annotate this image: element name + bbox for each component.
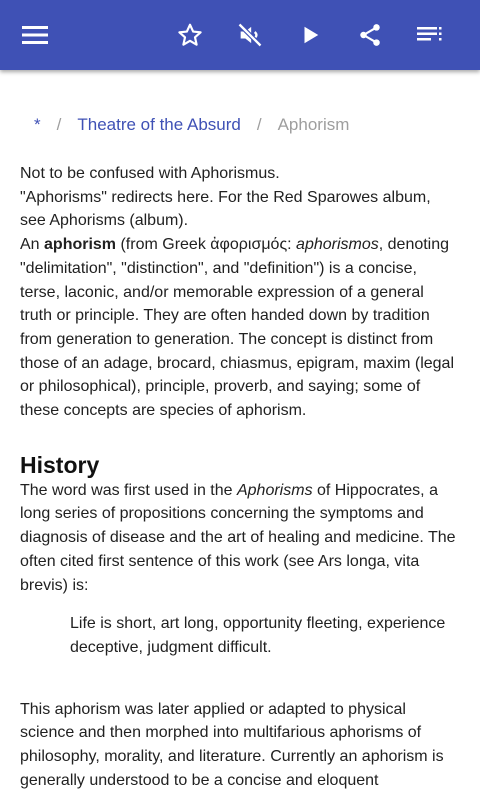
history-p1-italic: Aphorisms [236, 481, 313, 499]
breadcrumb-current: Aphorism [277, 115, 350, 134]
history-paragraph-2: This aphorism was later applied or adapted to physical science and then morphed into multifarious aphorisms of philosophy, morality, and literature. Currently an aphorism is generally understood to be a concise and eloquent [20, 700, 444, 789]
history-paragraph-1 [20, 479, 460, 598]
intro-mid: (from Greek ἀφορισμός: [116, 236, 297, 254]
volume-off-icon[interactable] [230, 15, 270, 55]
breadcrumb-home-link[interactable]: * [34, 115, 41, 134]
history-p1-start: The word was first used in the [20, 481, 237, 499]
article-intro [20, 162, 460, 423]
playlist-icon[interactable] [410, 15, 450, 55]
share-icon[interactable] [350, 15, 390, 55]
intro-term: aphorism [44, 236, 117, 254]
section-heading-history: History [20, 451, 100, 478]
play-icon[interactable] [290, 15, 330, 55]
history-p1-end: of Hippocrates, a long series of propositions concerning the symptoms and diagnosis of disease and the art of healing and medicine. The often cited first sentence of this work (see Ars longa, vita brevis) is: [20, 481, 456, 594]
hatnote-redirect: "Aphorisms" redirects here. For the Red Sparowes album, see Aphorisms (album). [20, 188, 431, 230]
hatnote-disambiguation: Not to be confused with Aphorismus. [20, 165, 280, 182]
intro-italic: aphorismos [296, 236, 379, 254]
app-toolbar [0, 0, 480, 70]
blockquote: Life is short, art long, opportunity fleeting, experience deceptive, judgment difficult. [70, 615, 446, 656]
intro-prefix: An [20, 236, 45, 254]
breadcrumb-separator: / [56, 115, 62, 134]
breadcrumb [20, 114, 460, 136]
intro-rest: , denoting "delimitation", "distinction", and "definition") is a concise, terse, laconic, and/or memorable expression of a general truth or principle. They are often handed down by tradition from generation to generation. The concept is distinct from those of an adage, brocard, chiasmus, epigram, maxim (legal or philosophical), principle, proverb, and saying; some of these concepts are species of aphorism. [20, 236, 454, 420]
article-content [20, 70, 460, 800]
breadcrumb-separator: / [256, 115, 262, 134]
breadcrumb-parent-link[interactable]: Theatre of the Absurd [77, 115, 241, 134]
menu-icon[interactable] [15, 15, 55, 55]
star-icon[interactable] [170, 15, 210, 55]
